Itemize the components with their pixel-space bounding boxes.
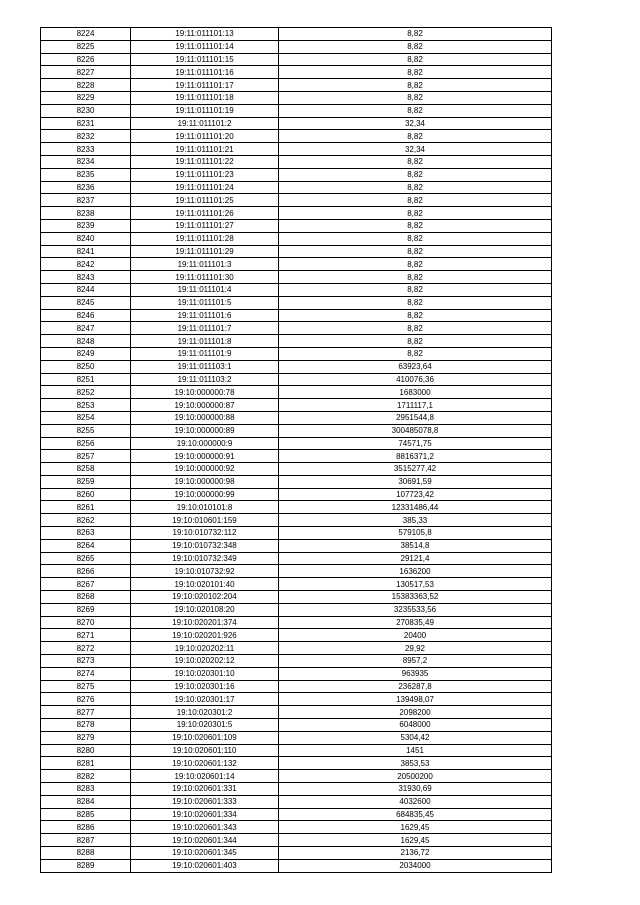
table-row — [41, 130, 552, 143]
row-number-cell: 8288 — [41, 847, 131, 860]
cadastral-number-cell: 19:10:020601:334 — [131, 808, 279, 821]
value-cell: 270835,49 — [279, 616, 552, 629]
cadastral-number-cell: 19:11:011101:2 — [131, 117, 279, 130]
table-row — [41, 399, 552, 412]
table-row — [41, 219, 552, 232]
cadastral-number-cell: 19:10:000000:98 — [131, 475, 279, 488]
table-row — [41, 629, 552, 642]
cadastral-number-cell: 19:11:011101:3 — [131, 258, 279, 271]
value-cell: 31930,69 — [279, 783, 552, 796]
value-cell: 8,82 — [279, 296, 552, 309]
value-cell: 3235533,56 — [279, 603, 552, 616]
row-number-cell: 8277 — [41, 706, 131, 719]
row-number-cell: 8231 — [41, 117, 131, 130]
cadastral-number-cell: 19:10:010101:8 — [131, 501, 279, 514]
cadastral-number-cell: 19:10:020101:40 — [131, 578, 279, 591]
row-number-cell: 8285 — [41, 808, 131, 821]
table-row — [41, 719, 552, 732]
table-row — [41, 821, 552, 834]
value-cell: 8,82 — [279, 347, 552, 360]
row-number-cell: 8249 — [41, 347, 131, 360]
table-row — [41, 53, 552, 66]
table-row — [41, 552, 552, 565]
table-row — [41, 616, 552, 629]
table-row — [41, 66, 552, 79]
table-row — [41, 706, 552, 719]
cadastral-value-table — [40, 27, 552, 873]
cadastral-number-cell: 19:10:010601:159 — [131, 514, 279, 527]
row-number-cell: 8253 — [41, 399, 131, 412]
value-cell: 1636200 — [279, 565, 552, 578]
row-number-cell: 8276 — [41, 693, 131, 706]
cadastral-number-cell: 19:11:011101:5 — [131, 296, 279, 309]
cadastral-number-cell: 19:10:020202:12 — [131, 655, 279, 668]
table-row — [41, 104, 552, 117]
value-cell: 236287,8 — [279, 680, 552, 693]
cadastral-number-cell: 19:10:020601:110 — [131, 744, 279, 757]
cadastral-number-cell: 19:10:020102:204 — [131, 591, 279, 604]
value-cell: 8,82 — [279, 258, 552, 271]
row-number-cell: 8269 — [41, 603, 131, 616]
row-number-cell: 8272 — [41, 642, 131, 655]
value-cell: 8,82 — [279, 40, 552, 53]
value-cell: 8,82 — [279, 79, 552, 92]
value-cell: 8,82 — [279, 322, 552, 335]
value-cell: 20400 — [279, 629, 552, 642]
cadastral-number-cell: 19:10:020601:132 — [131, 757, 279, 770]
table-row — [41, 488, 552, 501]
table-row — [41, 667, 552, 680]
row-number-cell: 8268 — [41, 591, 131, 604]
table-row — [41, 859, 552, 872]
cadastral-number-cell: 19:10:000000:92 — [131, 463, 279, 476]
row-number-cell: 8230 — [41, 104, 131, 117]
table-row — [41, 335, 552, 348]
cadastral-number-cell: 19:10:000000:87 — [131, 399, 279, 412]
row-number-cell: 8260 — [41, 488, 131, 501]
value-cell: 8,82 — [279, 53, 552, 66]
cadastral-number-cell: 19:10:000000:9 — [131, 437, 279, 450]
cadastral-number-cell: 19:11:011101:25 — [131, 194, 279, 207]
value-cell: 6048000 — [279, 719, 552, 732]
value-cell: 8,82 — [279, 335, 552, 348]
value-cell: 8,82 — [279, 194, 552, 207]
table-row — [41, 181, 552, 194]
row-number-cell: 8282 — [41, 770, 131, 783]
cadastral-number-cell: 19:10:020601:343 — [131, 821, 279, 834]
row-number-cell: 8264 — [41, 539, 131, 552]
row-number-cell: 8232 — [41, 130, 131, 143]
cadastral-number-cell: 19:11:011101:8 — [131, 335, 279, 348]
table-row — [41, 693, 552, 706]
row-number-cell: 8243 — [41, 271, 131, 284]
table-row — [41, 28, 552, 41]
row-number-cell: 8224 — [41, 28, 131, 41]
value-cell: 130517,53 — [279, 578, 552, 591]
row-number-cell: 8281 — [41, 757, 131, 770]
cadastral-number-cell: 19:10:010732:348 — [131, 539, 279, 552]
cadastral-number-cell: 19:11:011101:26 — [131, 207, 279, 220]
table-row — [41, 386, 552, 399]
value-cell: 32,34 — [279, 143, 552, 156]
row-number-cell: 8289 — [41, 859, 131, 872]
row-number-cell: 8238 — [41, 207, 131, 220]
value-cell: 300485078,8 — [279, 424, 552, 437]
table-row — [41, 475, 552, 488]
value-cell: 1629,45 — [279, 834, 552, 847]
value-cell: 8,82 — [279, 181, 552, 194]
cadastral-number-cell: 19:10:020601:345 — [131, 847, 279, 860]
value-cell: 410076,36 — [279, 373, 552, 386]
value-cell: 3515277,42 — [279, 463, 552, 476]
value-cell: 8,82 — [279, 245, 552, 258]
table-row — [41, 437, 552, 450]
row-number-cell: 8262 — [41, 514, 131, 527]
row-number-cell: 8258 — [41, 463, 131, 476]
value-cell: 2098200 — [279, 706, 552, 719]
value-cell: 15383363,52 — [279, 591, 552, 604]
row-number-cell: 8255 — [41, 424, 131, 437]
value-cell: 107723,42 — [279, 488, 552, 501]
row-number-cell: 8284 — [41, 795, 131, 808]
row-number-cell: 8273 — [41, 655, 131, 668]
row-number-cell: 8251 — [41, 373, 131, 386]
row-number-cell: 8246 — [41, 309, 131, 322]
table-row — [41, 578, 552, 591]
table-row — [41, 40, 552, 53]
row-number-cell: 8237 — [41, 194, 131, 207]
value-cell: 8,82 — [279, 207, 552, 220]
table-row — [41, 655, 552, 668]
table-row — [41, 411, 552, 424]
cadastral-number-cell: 19:11:011101:23 — [131, 168, 279, 181]
cadastral-number-cell: 19:11:011101:28 — [131, 232, 279, 245]
table-row — [41, 539, 552, 552]
table-row — [41, 527, 552, 540]
row-number-cell: 8287 — [41, 834, 131, 847]
table-row — [41, 258, 552, 271]
table-row — [41, 296, 552, 309]
row-number-cell: 8271 — [41, 629, 131, 642]
table-row — [41, 680, 552, 693]
row-number-cell: 8267 — [41, 578, 131, 591]
table-row — [41, 501, 552, 514]
table-row — [41, 642, 552, 655]
row-number-cell: 8259 — [41, 475, 131, 488]
cadastral-number-cell: 19:10:020601:14 — [131, 770, 279, 783]
row-number-cell: 8241 — [41, 245, 131, 258]
row-number-cell: 8270 — [41, 616, 131, 629]
table-row — [41, 783, 552, 796]
cadastral-number-cell: 19:11:011101:27 — [131, 219, 279, 232]
value-cell: 8,82 — [279, 130, 552, 143]
cadastral-number-cell: 19:10:000000:89 — [131, 424, 279, 437]
row-number-cell: 8248 — [41, 335, 131, 348]
table-row — [41, 309, 552, 322]
value-cell: 29,92 — [279, 642, 552, 655]
table-row — [41, 834, 552, 847]
row-number-cell: 8245 — [41, 296, 131, 309]
value-cell: 4032600 — [279, 795, 552, 808]
table-row — [41, 360, 552, 373]
row-number-cell: 8242 — [41, 258, 131, 271]
value-cell: 8816371,2 — [279, 450, 552, 463]
value-cell: 1711117,1 — [279, 399, 552, 412]
row-number-cell: 8233 — [41, 143, 131, 156]
cadastral-number-cell: 19:10:020601:331 — [131, 783, 279, 796]
row-number-cell: 8229 — [41, 91, 131, 104]
row-number-cell: 8263 — [41, 527, 131, 540]
row-number-cell: 8275 — [41, 680, 131, 693]
row-number-cell: 8239 — [41, 219, 131, 232]
cadastral-number-cell: 19:10:010732:92 — [131, 565, 279, 578]
row-number-cell: 8235 — [41, 168, 131, 181]
table-row — [41, 565, 552, 578]
cadastral-number-cell: 19:11:011101:19 — [131, 104, 279, 117]
table-row — [41, 847, 552, 860]
table-row — [41, 79, 552, 92]
table-row — [41, 271, 552, 284]
cadastral-number-cell: 19:10:020601:403 — [131, 859, 279, 872]
row-number-cell: 8283 — [41, 783, 131, 796]
cadastral-number-cell: 19:11:011101:21 — [131, 143, 279, 156]
table-row — [41, 347, 552, 360]
cadastral-number-cell: 19:10:010732:112 — [131, 527, 279, 540]
row-number-cell: 8256 — [41, 437, 131, 450]
value-cell: 8,82 — [279, 28, 552, 41]
table-row — [41, 322, 552, 335]
cadastral-number-cell: 19:11:011101:7 — [131, 322, 279, 335]
cadastral-number-cell: 19:11:011103:2 — [131, 373, 279, 386]
row-number-cell: 8257 — [41, 450, 131, 463]
value-cell: 1683000 — [279, 386, 552, 399]
value-cell: 74571,75 — [279, 437, 552, 450]
table-row — [41, 207, 552, 220]
value-cell: 385,33 — [279, 514, 552, 527]
row-number-cell: 8247 — [41, 322, 131, 335]
table-row — [41, 450, 552, 463]
row-number-cell: 8278 — [41, 719, 131, 732]
cadastral-number-cell: 19:10:020108:20 — [131, 603, 279, 616]
table-row — [41, 795, 552, 808]
cadastral-number-cell: 19:11:011101:17 — [131, 79, 279, 92]
table-row — [41, 283, 552, 296]
cadastral-number-cell: 19:10:020601:344 — [131, 834, 279, 847]
value-cell: 8,82 — [279, 66, 552, 79]
row-number-cell: 8274 — [41, 667, 131, 680]
cadastral-number-cell: 19:11:011101:22 — [131, 155, 279, 168]
cadastral-number-cell: 19:10:020301:5 — [131, 719, 279, 732]
cadastral-number-cell: 19:10:010732:349 — [131, 552, 279, 565]
cadastral-number-cell: 19:11:011101:13 — [131, 28, 279, 41]
row-number-cell: 8265 — [41, 552, 131, 565]
value-cell: 963935 — [279, 667, 552, 680]
cadastral-number-cell: 19:10:000000:99 — [131, 488, 279, 501]
table-row — [41, 117, 552, 130]
table-row — [41, 744, 552, 757]
value-cell: 3853,53 — [279, 757, 552, 770]
cadastral-number-cell: 19:10:020301:16 — [131, 680, 279, 693]
table-row — [41, 463, 552, 476]
row-number-cell: 8279 — [41, 731, 131, 744]
value-cell: 579105,8 — [279, 527, 552, 540]
cadastral-number-cell: 19:10:020601:109 — [131, 731, 279, 744]
cadastral-number-cell: 19:11:011101:18 — [131, 91, 279, 104]
value-cell: 38514,8 — [279, 539, 552, 552]
cadastral-number-cell: 19:11:011101:4 — [131, 283, 279, 296]
table-body — [41, 28, 552, 873]
row-number-cell: 8261 — [41, 501, 131, 514]
cadastral-number-cell: 19:10:000000:91 — [131, 450, 279, 463]
value-cell: 8,82 — [279, 271, 552, 284]
row-number-cell: 8234 — [41, 155, 131, 168]
row-number-cell: 8266 — [41, 565, 131, 578]
value-cell: 5304,42 — [279, 731, 552, 744]
table-row — [41, 232, 552, 245]
table-row — [41, 194, 552, 207]
value-cell: 139498,07 — [279, 693, 552, 706]
table-row — [41, 808, 552, 821]
row-number-cell: 8227 — [41, 66, 131, 79]
value-cell: 29121,4 — [279, 552, 552, 565]
cadastral-number-cell: 19:10:020201:374 — [131, 616, 279, 629]
value-cell: 2951544,8 — [279, 411, 552, 424]
cadastral-number-cell: 19:10:020301:2 — [131, 706, 279, 719]
value-cell: 8,82 — [279, 283, 552, 296]
row-number-cell: 8254 — [41, 411, 131, 424]
cadastral-number-cell: 19:10:020301:10 — [131, 667, 279, 680]
row-number-cell: 8228 — [41, 79, 131, 92]
cadastral-number-cell: 19:10:000000:78 — [131, 386, 279, 399]
cadastral-number-cell: 19:11:011101:9 — [131, 347, 279, 360]
table-row — [41, 143, 552, 156]
row-number-cell: 8236 — [41, 181, 131, 194]
table-row — [41, 591, 552, 604]
cadastral-number-cell: 19:11:011101:20 — [131, 130, 279, 143]
table-row — [41, 245, 552, 258]
cadastral-number-cell: 19:10:000000:88 — [131, 411, 279, 424]
row-number-cell: 8252 — [41, 386, 131, 399]
value-cell: 8,82 — [279, 309, 552, 322]
value-cell: 1451 — [279, 744, 552, 757]
value-cell: 8,82 — [279, 168, 552, 181]
row-number-cell: 8250 — [41, 360, 131, 373]
row-number-cell: 8226 — [41, 53, 131, 66]
value-cell: 32,34 — [279, 117, 552, 130]
cadastral-number-cell: 19:11:011101:30 — [131, 271, 279, 284]
row-number-cell: 8240 — [41, 232, 131, 245]
value-cell: 12331486,44 — [279, 501, 552, 514]
row-number-cell: 8225 — [41, 40, 131, 53]
cadastral-number-cell: 19:10:020202:11 — [131, 642, 279, 655]
row-number-cell: 8280 — [41, 744, 131, 757]
table-row — [41, 91, 552, 104]
value-cell: 20500200 — [279, 770, 552, 783]
value-cell: 8,82 — [279, 219, 552, 232]
cadastral-number-cell: 19:10:020201:926 — [131, 629, 279, 642]
cadastral-number-cell: 19:10:020601:333 — [131, 795, 279, 808]
table-row — [41, 155, 552, 168]
row-number-cell: 8244 — [41, 283, 131, 296]
cadastral-number-cell: 19:11:011101:6 — [131, 309, 279, 322]
table-row — [41, 770, 552, 783]
value-cell: 2034000 — [279, 859, 552, 872]
value-cell: 8,82 — [279, 155, 552, 168]
row-number-cell: 8286 — [41, 821, 131, 834]
table-row — [41, 603, 552, 616]
value-cell: 2136,72 — [279, 847, 552, 860]
table-row — [41, 514, 552, 527]
value-cell: 8,82 — [279, 91, 552, 104]
value-cell: 8,82 — [279, 232, 552, 245]
value-cell: 8957,2 — [279, 655, 552, 668]
cadastral-number-cell: 19:11:011101:15 — [131, 53, 279, 66]
value-cell: 8,82 — [279, 104, 552, 117]
value-cell: 63923,64 — [279, 360, 552, 373]
cadastral-number-cell: 19:11:011101:16 — [131, 66, 279, 79]
table-row — [41, 424, 552, 437]
table-row — [41, 757, 552, 770]
cadastral-number-cell: 19:11:011101:29 — [131, 245, 279, 258]
table-row — [41, 168, 552, 181]
value-cell: 1629,45 — [279, 821, 552, 834]
value-cell: 30691,59 — [279, 475, 552, 488]
cadastral-number-cell: 19:11:011101:24 — [131, 181, 279, 194]
value-cell: 684835,45 — [279, 808, 552, 821]
cadastral-number-cell: 19:10:020301:17 — [131, 693, 279, 706]
table-row — [41, 731, 552, 744]
table-row — [41, 373, 552, 386]
cadastral-number-cell: 19:11:011101:14 — [131, 40, 279, 53]
cadastral-number-cell: 19:11:011103:1 — [131, 360, 279, 373]
